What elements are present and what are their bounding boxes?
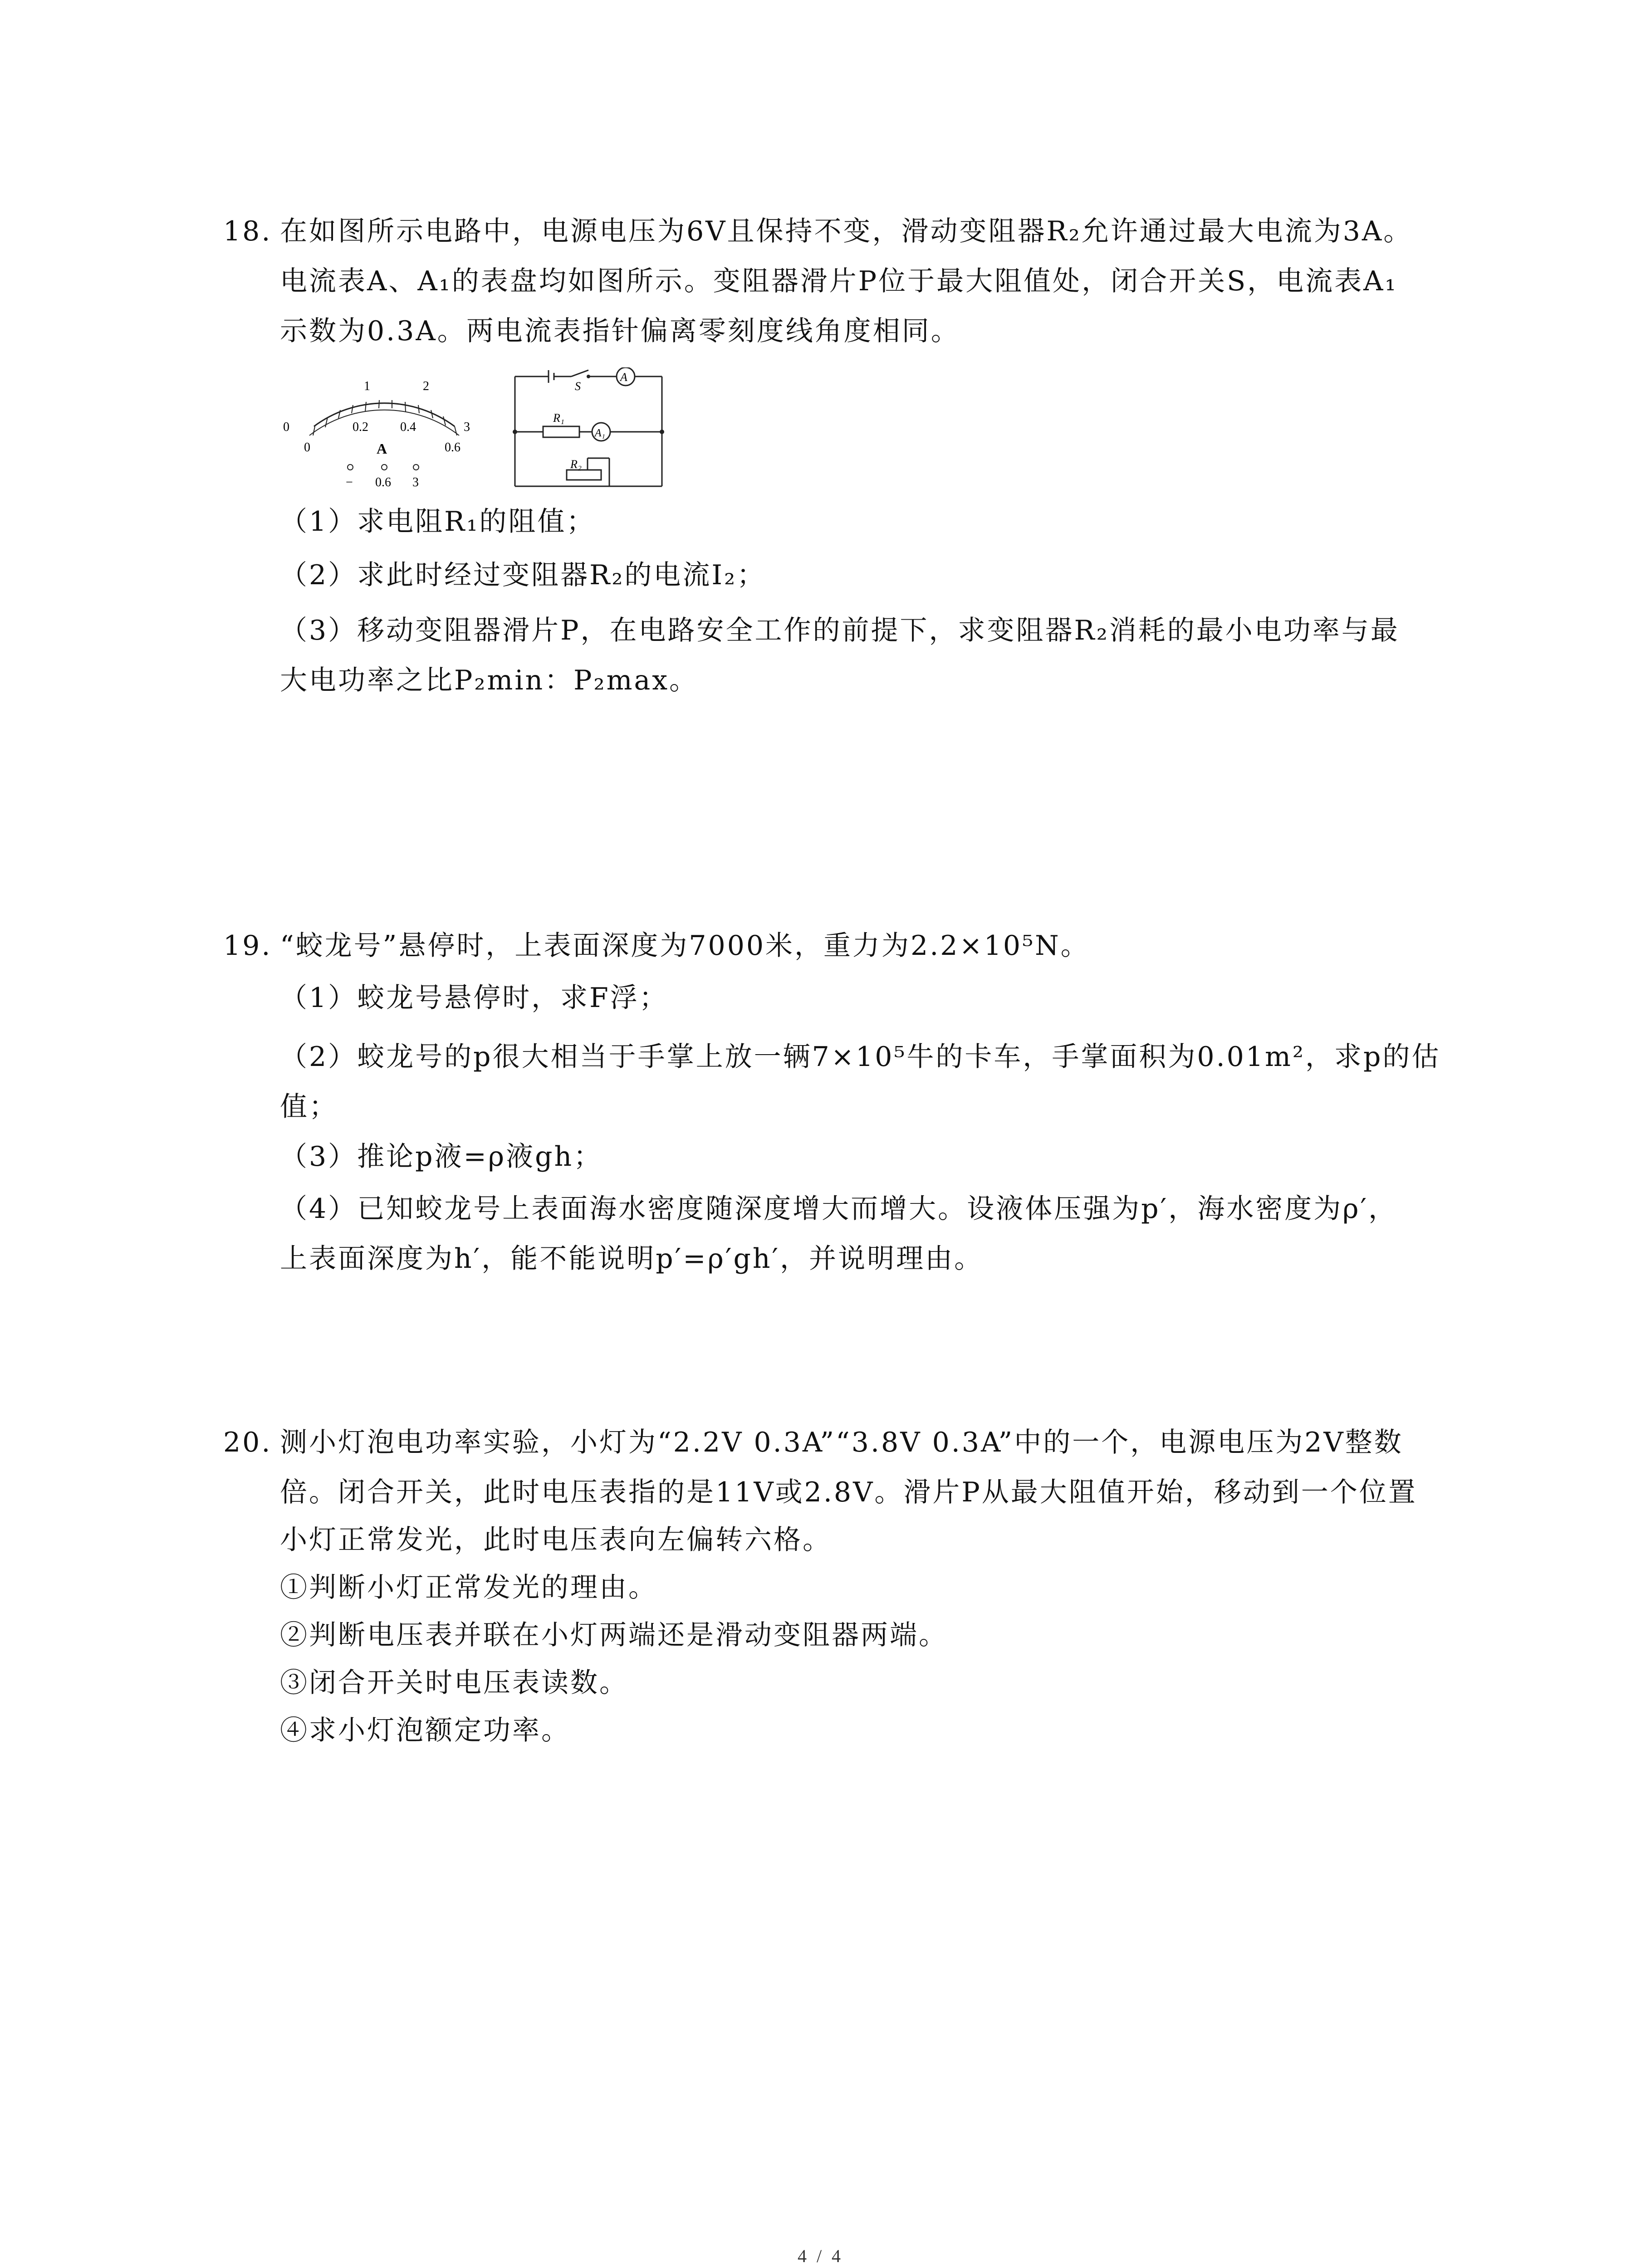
question-text-line: 小灯正常发光，此时电压表向左偏转六格。 — [280, 1524, 832, 1556]
question-text-line: 示数为0.3A。两电流表指针偏离零刻度线角度相同。 — [280, 315, 960, 347]
r2-label: R₂ — [570, 458, 582, 471]
dial-bottom-tick: 0.4 — [400, 420, 416, 434]
sub-question: （1）蛟龙号悬停时，求F浮； — [280, 982, 668, 1014]
sub-question: （4）已知蛟龙号上表面海水密度随深度增大而增大。设液体压强为p′，海水密度为ρ′， — [280, 1193, 1398, 1225]
dial-bottom-tick: 0.6 — [445, 440, 460, 455]
sub-question: （3）推论p液=ρ液gh； — [280, 1141, 603, 1173]
sub-question: （1）求电阻R₁的阻值； — [280, 506, 596, 538]
question-text-line: “蛟龙号”悬停时，上表面深度为7000米，重力为2.2×10⁵N。 — [280, 930, 1090, 962]
dial-unit-label: A — [377, 440, 387, 457]
ammeter-a-label: A — [620, 371, 627, 384]
question-text-line: 电流表A、A₁的表盘均如图所示。变阻器滑片P位于最大阻值处，闭合开关S，电流表A₁ — [280, 265, 1398, 297]
dial-top-tick: 0 — [283, 420, 289, 434]
circuit-diagram-figure — [511, 367, 666, 490]
sub-question: 上表面深度为h′，能不能说明p′=ρ′gh′，并说明理由。 — [280, 1243, 984, 1275]
sub-question: （2）蛟龙号的p很大相当于手掌上放一辆7×10⁵牛的卡车，手掌面积为0.01m²，求p的估 — [280, 1041, 1441, 1073]
terminal-label: 0.6 — [375, 475, 391, 489]
sub-question: 大电功率之比P₂min：P₂max。 — [280, 665, 699, 696]
dial-top-tick: 3 — [464, 420, 470, 434]
question-number: 20. — [223, 1427, 272, 1458]
sub-question: ②判断电压表并联在小灯两端还是滑动变阻器两端。 — [280, 1619, 948, 1651]
sub-question: ③闭合开关时电压表读数。 — [280, 1667, 628, 1699]
terminal-label: − — [346, 475, 353, 489]
dial-top-tick: 1 — [364, 379, 370, 393]
sub-question: 值； — [280, 1091, 338, 1123]
sub-question: ④求小灯泡额定功率。 — [280, 1715, 570, 1746]
ammeter-a1-label: A₁ — [595, 427, 606, 439]
question-text-line: 倍。闭合开关，此时电压表指的是11V或2.8V。滑片P从最大阻值开始，移动到一个位置 — [280, 1476, 1417, 1508]
r1-label: R₁ — [553, 411, 564, 425]
sub-question: ①判断小灯正常发光的理由。 — [280, 1572, 657, 1603]
sub-question: （3）移动变阻器滑片P，在电路安全工作的前提下，求变阻器R₂消耗的最小电功率与最 — [280, 615, 1400, 646]
ammeter-dial-figure — [273, 363, 473, 494]
switch-label: S — [575, 380, 581, 393]
question-number: 18. — [223, 215, 272, 247]
dial-bottom-tick: 0 — [304, 440, 310, 455]
page-number: 4 / 4 — [797, 2246, 844, 2266]
sub-question: （2）求此时经过变阻器R₂的电流I₂； — [280, 559, 766, 591]
question-number: 19. — [223, 930, 272, 962]
question-text-line: 测小灯泡电功率实验，小灯为“2.2V 0.3A”“3.8V 0.3A”中的一个，电源电压为2V整数 — [280, 1427, 1403, 1458]
question-text-line: 在如图所示电路中，电源电压为6V且保持不变，滑动变阻器R₂允许通过最大电流为3A。 — [280, 215, 1413, 247]
terminal-label: 3 — [412, 475, 419, 489]
dial-bottom-tick: 0.2 — [353, 420, 368, 434]
dial-top-tick: 2 — [423, 379, 429, 393]
